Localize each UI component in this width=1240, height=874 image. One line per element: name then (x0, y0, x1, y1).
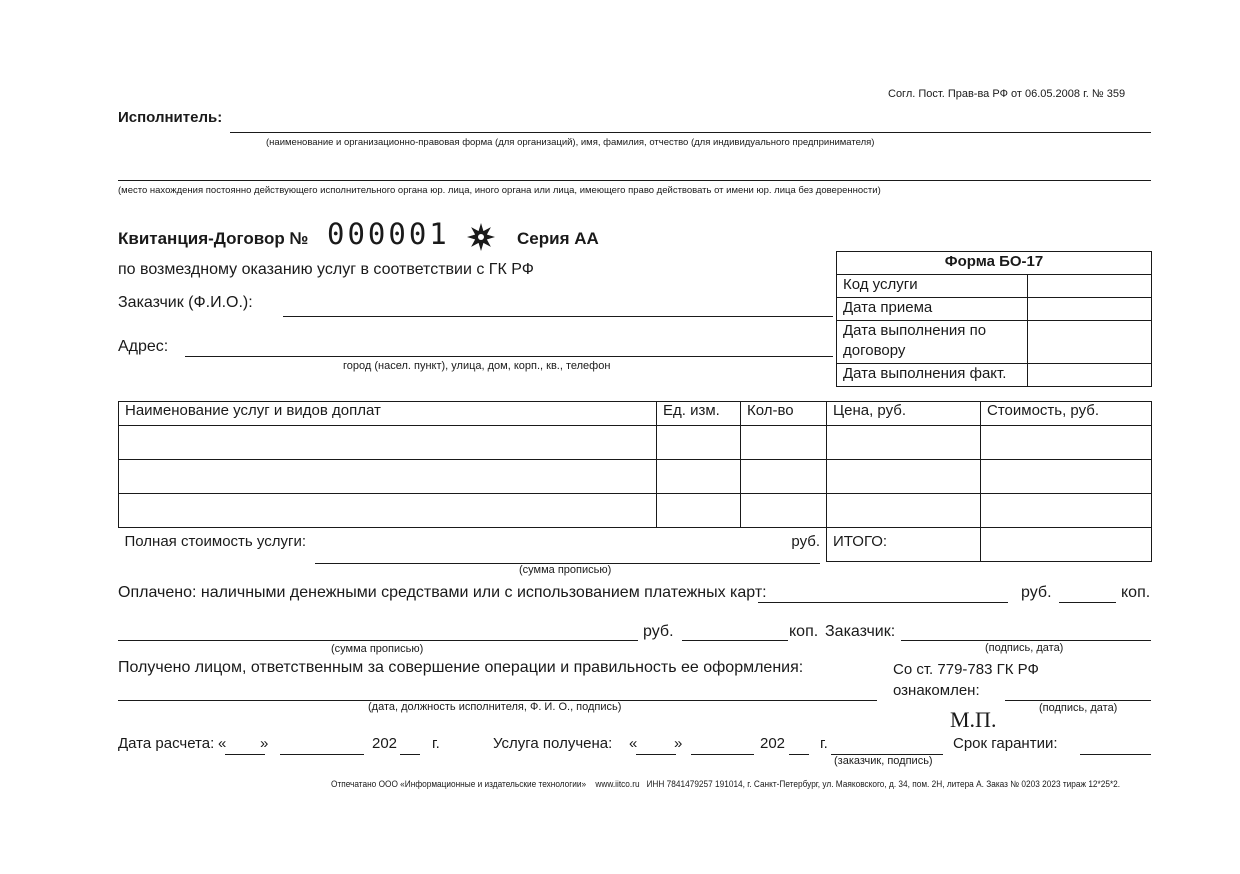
unit-cell[interactable] (657, 460, 741, 494)
receipt-number: 000001 (327, 217, 450, 251)
printer-site: www.iitco.ru (595, 779, 640, 789)
gk-sign-field[interactable] (1005, 700, 1151, 701)
qty-cell[interactable] (741, 460, 827, 494)
calc-date-open-quote: « (218, 735, 227, 752)
col-header-qty: Кол-во (741, 402, 827, 426)
paid-words-rub: руб. (643, 623, 674, 640)
cost-cell[interactable] (981, 494, 1152, 528)
customer-signature-hint: (заказчик, подпись) (834, 755, 933, 767)
full-cost-words-hint: (сумма прописью) (519, 564, 612, 576)
paid-label: Оплачено: наличными денежными средствами или с использованием платежных карт: (118, 584, 767, 601)
service-received-label: Услуга получена: (493, 735, 613, 752)
service-cell[interactable] (119, 460, 657, 494)
address-label: Адрес: (118, 338, 169, 355)
service-cell[interactable] (119, 426, 657, 460)
executor-hint: (наименование и организационно-правовая форма (для организаций), имя, фамилия, отчество (для индивидуального предпринимателя) (266, 137, 875, 148)
address-hint: город (насел. пункт), улица, дом, корп., кв., телефон (343, 360, 611, 372)
unit-cell[interactable] (657, 426, 741, 460)
services-table (118, 401, 1152, 562)
paid-words-kop-field[interactable] (682, 640, 788, 641)
customer-sign-label: Заказчик: (825, 623, 896, 640)
calc-year-suffix: г. (432, 735, 440, 752)
table-row (119, 460, 1152, 494)
received-year-prefix: 202 (760, 735, 786, 752)
star-logo-icon (466, 222, 496, 252)
receipt-title: Квитанция-Договор № (118, 229, 309, 248)
table-row (119, 426, 1152, 460)
cost-cell[interactable] (981, 460, 1152, 494)
gk-acknowledgement-line1: Со ст. 779-783 ГК РФ (893, 661, 1039, 678)
form-bo17-table (836, 251, 1152, 387)
calc-year-field[interactable] (400, 754, 420, 755)
actual-date-cell[interactable] (1028, 364, 1152, 387)
receipt-subtitle: по возмездному оказанию услуг в соответствии с ГК РФ (118, 261, 534, 278)
paid-words-field[interactable] (118, 640, 638, 641)
service-code-cell[interactable] (1028, 275, 1152, 298)
contract-date-cell[interactable] (1028, 321, 1152, 364)
executor-label: Исполнитель: (118, 109, 223, 126)
cost-cell[interactable] (981, 426, 1152, 460)
paid-words-hint: (сумма прописью) (331, 643, 424, 655)
stamp-place: М.П. (950, 707, 997, 732)
col-header-service: Наименование услуг и видов доплат (119, 402, 657, 426)
calc-date-label: Дата расчета: (118, 735, 215, 752)
intake-date-cell[interactable] (1028, 298, 1152, 321)
qty-cell[interactable] (741, 494, 827, 528)
received-month-field[interactable] (691, 754, 754, 755)
printer-footer (331, 779, 1120, 789)
col-header-cost: Стоимость, руб. (981, 402, 1152, 426)
executor-field[interactable] (230, 132, 1151, 133)
price-cell[interactable] (827, 426, 981, 460)
price-cell[interactable] (827, 460, 981, 494)
regulation-note: Согл. Пост. Прав-ва РФ от 06.05.2008 г. № 359 (888, 88, 1126, 100)
form-row-label: Дата приема (837, 298, 1028, 321)
price-cell[interactable] (827, 494, 981, 528)
calc-date-close-quote: » (260, 735, 269, 752)
calc-year-prefix: 202 (372, 735, 398, 752)
gk-acknowledgement-line2: ознакомлен: (893, 682, 980, 699)
receipt-series: Серия АА (517, 229, 599, 248)
received-hint: (дата, должность исполнителя, Ф. И. О., подпись) (368, 701, 622, 713)
received-year-suffix: г. (820, 735, 828, 752)
total-cell[interactable] (981, 528, 1152, 562)
qty-cell[interactable] (741, 426, 827, 460)
printer-details: ИНН 7841479257 191014, г. Санкт-Петербург, ул. Маяковского, д. 34, пом. 2Н, литера А. Заказ № 0203 2023 тираж 12*25*2. (646, 779, 1121, 789)
received-label: Получено лицом, ответственным за совершение операции и правильность ее оформления: (118, 659, 804, 676)
warranty-label: Срок гарантии: (953, 735, 1058, 752)
service-cell[interactable] (119, 494, 657, 528)
calc-month-field[interactable] (280, 754, 364, 755)
form-bo17-title: Форма БО-17 (837, 252, 1152, 275)
form-row-label: Дата выполнения по договору (837, 321, 1028, 364)
full-cost-label: Полная стоимость услуги: (124, 533, 306, 550)
full-cost-row (119, 528, 827, 562)
paid-amount-field[interactable] (758, 602, 1008, 603)
paid-kop-field[interactable] (1059, 602, 1116, 603)
calc-day-field[interactable] (225, 754, 265, 755)
address-field[interactable] (185, 356, 833, 357)
warranty-field[interactable] (1080, 754, 1151, 755)
customer-sign-hint: (подпись, дата) (985, 642, 1064, 654)
form-row-label: Дата выполнения факт. (837, 364, 1028, 387)
paid-rub-label: руб. (1021, 584, 1052, 601)
received-date-close-quote: » (674, 735, 683, 752)
location-hint: (место нахождения постоянно действующего исполнительного органа юр. лица, иного органа или лица, имеющего право действовать от имени юр. лица без доверенности) (118, 185, 881, 196)
full-cost-rub: руб. (791, 533, 820, 550)
received-date-open-quote: « (629, 735, 638, 752)
gk-sign-hint: (подпись, дата) (1039, 702, 1118, 714)
printer-name: Отпечатано ООО «Информационные и издательские технологии» (331, 779, 587, 789)
unit-cell[interactable] (657, 494, 741, 528)
col-header-unit: Ед. изм. (657, 402, 741, 426)
customer-sign-field[interactable] (901, 640, 1151, 641)
paid-words-kop: коп. (789, 623, 819, 640)
form-row-label: Код услуги (837, 275, 1028, 298)
table-row (119, 494, 1152, 528)
col-header-price: Цена, руб. (827, 402, 981, 426)
received-day-field[interactable] (636, 754, 676, 755)
paid-kop-label: коп. (1121, 584, 1151, 601)
customer-name-label: Заказчик (Ф.И.О.): (118, 294, 253, 311)
location-field[interactable] (118, 180, 1151, 181)
received-year-field[interactable] (789, 754, 809, 755)
customer-name-field[interactable] (283, 316, 833, 317)
total-label: ИТОГО: (827, 528, 981, 562)
